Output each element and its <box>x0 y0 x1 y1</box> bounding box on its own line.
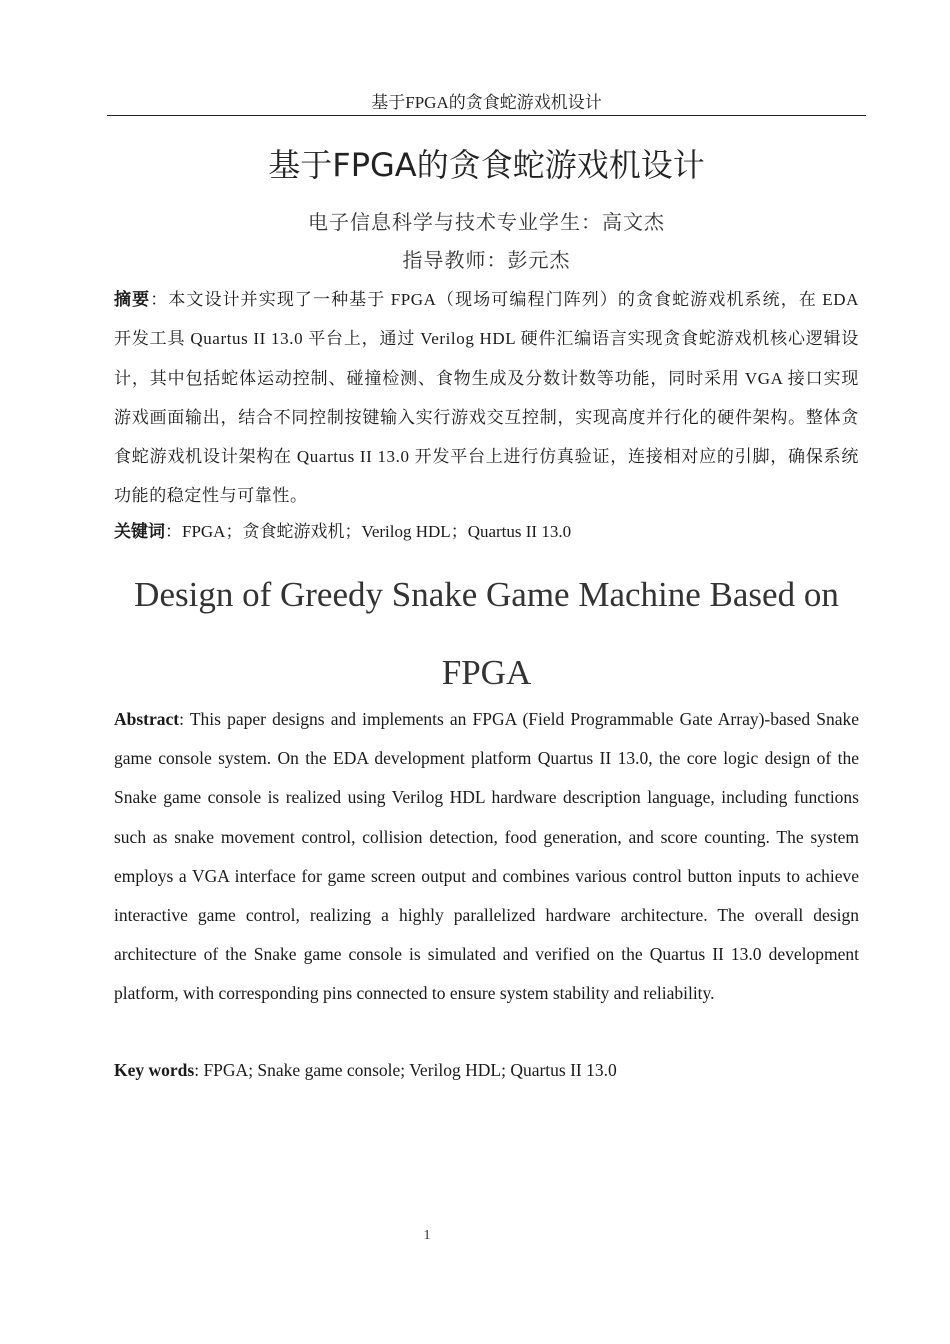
english-abstract-label: Abstract <box>114 709 180 729</box>
running-header: 基于FPGA的贪食蛇游戏机设计 <box>371 93 602 112</box>
chinese-keywords-label: 关键词 <box>114 522 165 541</box>
chinese-abstract-separator: ： <box>150 290 169 309</box>
english-keywords-text: FPGA; Snake game console; Verilog HDL; Quartus II 13.0 <box>203 1060 617 1080</box>
english-keywords-separator: : <box>194 1060 204 1080</box>
chinese-keywords-separator: ： <box>165 522 182 541</box>
chinese-title: 基于FPGA的贪食蛇游戏机设计 <box>268 146 705 184</box>
advisor: 指导教师：彭元杰 <box>402 250 571 272</box>
chinese-keywords-text: FPGA；贪食蛇游戏机；Verilog HDL；Quartus II 13.0 <box>182 522 572 541</box>
student-author: 电子信息科学与技术专业学生：高文杰 <box>308 212 665 234</box>
chinese-abstract-text: 本文设计并实现了一种基于 FPGA（现场可编程门阵列）的贪食蛇游戏机系统，在 EDA 开发工具 Quartus II 13.0 平台上，通过 Verilog HDL 硬件汇编语言实现贪食蛇游戏机核心逻辑设计，其中包括蛇体运动控制、碰撞检测、食物生成及分数计数等功能，同时采用 VGA 接口实现游戏画面输出，结合不同控制按键输入实行游戏交互控制，实现高度并行化的硬件架构。整体贪食蛇游戏机设计架构在 Quartus II 13.0 开发平台上进行仿真验证，连接相对应的引脚，确保系统功能的稳定性与可靠性。 <box>114 290 859 506</box>
english-abstract-separator: : <box>179 709 190 729</box>
english-abstract-text: This paper designs and implements an FPGA (Field Programmable Gate Array)-based Snake game console system. On the EDA development platform Quartus II 13.0, the core logic design of the Snake game console is realized using Verilog HDL hardware description language, including functions such as snake movement control, collision detection, food generation, and score counting. The system employs a VGA interface for game screen output and combines various control button inputs to achieve interactive game control, realizing a highly parallelized hardware architecture. The overall design architecture of the Snake game console is simulated and verified on the Quartus II 13.0 development platform, with corresponding pins connected to ensure system stability and reliability. <box>114 709 859 1004</box>
english-keywords <box>114 1056 859 1084</box>
page-number: 1 <box>423 1228 431 1243</box>
english-title-line-1: Design of Greedy Snake Game Machine Based on <box>134 575 839 614</box>
english-title-line-2: FPGA <box>441 653 532 692</box>
chinese-abstract-label: 摘要 <box>114 290 151 309</box>
english-keywords-label: Key words <box>114 1060 195 1080</box>
english-abstract <box>114 700 859 1014</box>
chinese-keywords <box>114 518 859 546</box>
chinese-abstract <box>114 280 859 516</box>
english-title <box>107 556 866 712</box>
header-rule <box>107 115 866 116</box>
